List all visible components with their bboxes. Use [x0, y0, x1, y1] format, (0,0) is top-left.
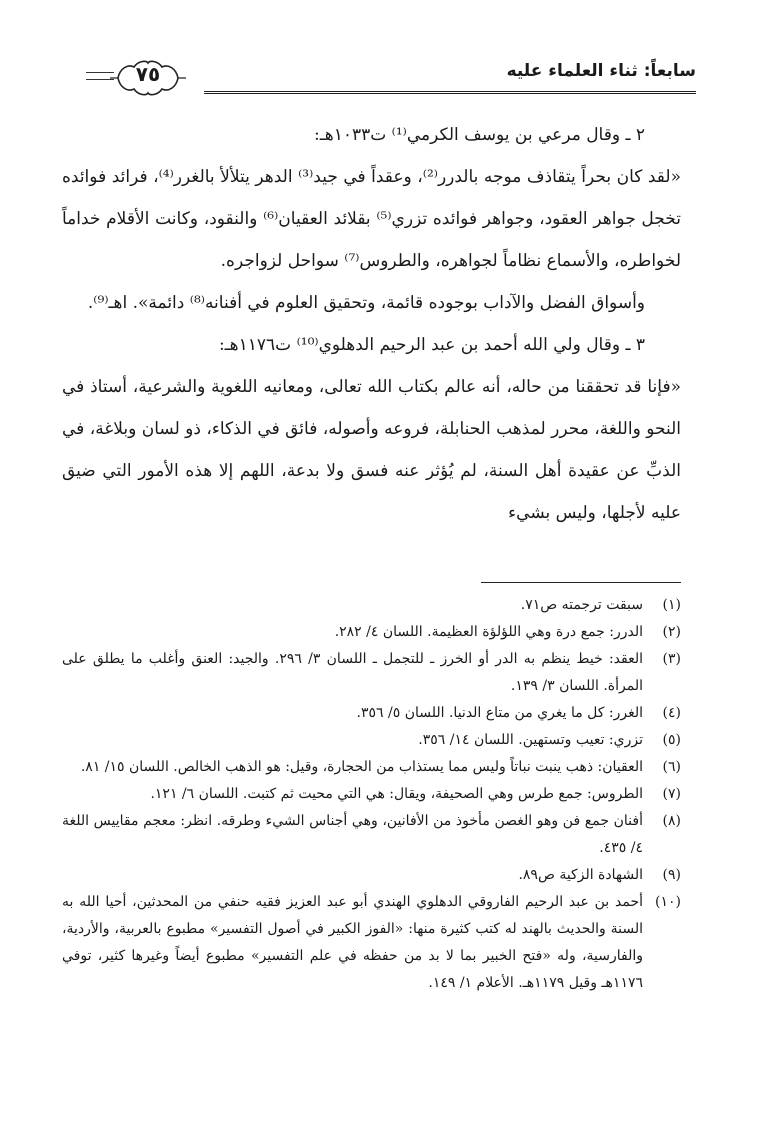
footnote-text: العقيان: ذهب ينبت نباتاً وليس مما يستذاب من الحجارة، وقيل: هو الذهب الخالص. اللسان ١٥/ ٨١. [80, 759, 643, 775]
page-header [86, 58, 696, 98]
running-title: سابعاً: ثناء العلماء عليه [506, 61, 696, 81]
footnote-text: أفنان جمع فن وهو الغصن مأخوذ من الأفانين، وهي أجناس الشيء وطرقه. انظر: معجم مقاييس اللغة ٤/ ٤٣٥. [62, 813, 643, 856]
footnote [62, 700, 681, 727]
footnote-number: (٤) [662, 705, 681, 721]
footnote [62, 646, 681, 700]
footnote [62, 862, 681, 889]
page-number: ٧٥ [135, 62, 161, 86]
page-number-ornament [110, 58, 186, 98]
paragraph-2: «لقد كان بحراً يتقاذف موجه بالدرر⁽²⁾، وعقداً في جيد⁽³⁾ الدهر يتلألأ بالغرر⁽⁴⁾، فرائد فوائده تخجل جواهر العقود، وجواهر فوائده تزري⁽⁵⁾ بقلائد العقيان⁽⁶⁾ والنقود، وكانت الأقلام خداماً لخواطره، والأسماع نظاماً لجواهره، والطروس⁽⁷⁾ سواحل لزواجره. [62, 167, 681, 271]
footnote-number: (٦) [662, 759, 681, 775]
paragraph-1: ٢ ـ وقال مرعي بن يوسف الكرمي⁽¹⁾ ت١٠٣٣هـ: [314, 125, 645, 145]
footnote [62, 781, 681, 808]
footnote-text: أحمد بن عبد الرحيم الفاروقي الدهلوي الهندي أبو عبد العزيز فقيه حنفي من المحدثين، أحيا الله به السنة والحديث بالهند له كتب كثيرة منها: «الفوز الكبير في أصول التفسير» مطبوع بالعربية، والأردية، والفارسية، وله «فتح الخبير بما لا بد من حفظه في علم التفسير» مطبوع أيضاً وغيرها كثير، توفي ١١٧٦هـ وقيل ١١٧٩هـ. الأعلام ١/ ١٤٩. [62, 894, 643, 991]
footnote-number: (٥) [662, 732, 681, 748]
footnote-text: الطروس: جمع طرس وهي الصحيفة، ويقال: هي التي محيت ثم كتبت. اللسان ٦/ ١٢١. [150, 786, 643, 802]
footnote [62, 592, 681, 619]
footnote-separator [481, 582, 681, 583]
footnote [62, 754, 681, 781]
footnote-number: (٣) [662, 651, 681, 667]
footnote-number: (٧) [662, 786, 681, 802]
footnote [62, 619, 681, 646]
main-text [62, 114, 681, 534]
header-rule [204, 91, 696, 94]
footnote-number: (١٠) [655, 894, 681, 910]
paragraph-4: ٣ ـ وقال ولي الله أحمد بن عبد الرحيم الدهلوي⁽¹⁰⁾ ت١١٧٦هـ: [218, 335, 645, 355]
footnotes [62, 592, 681, 997]
footnote-text: تزري: تعيب وتستهين. اللسان ١٤/ ٣٥٦. [418, 732, 643, 748]
footnote [62, 727, 681, 754]
footnote [62, 889, 681, 997]
footnote [62, 808, 681, 862]
footnote-text: سبقت ترجمته ص٧١. [520, 597, 643, 613]
paragraph-5: «فإنا قد تحققنا من حاله، أنه عالم بكتاب الله تعالى، ومعانيه اللغوية والشرعية، أستاذ في النحو واللغة، محرر لمذهب الحنابلة، فروعه وأصوله، فائق في الذكاء، ذو لسان وبلاغة، في الذبِّ عن عقيدة أهل السنة، لم يُؤثر عنه فسق ولا بدعة، اللهم إلا هذه الأمور التي ضيق عليه لأجلها، وليس بشيء [62, 377, 682, 523]
footnote-number: (٩) [662, 867, 681, 883]
footnote-number: (٢) [662, 624, 681, 640]
footnote-text: الدرر: جمع درة وهي اللؤلؤة العظيمة. اللسان ٤/ ٢٨٢. [334, 624, 643, 640]
footnote-text: الغرر: كل ما يغري من متاع الدنيا. اللسان ٥/ ٣٥٦. [356, 705, 643, 721]
footnote-number: (١) [662, 597, 681, 613]
footnote-text: العقد: خيط ينظم به الدر أو الخرز ـ للتجمل ـ اللسان ٣/ ٢٩٦. والجيد: العنق وأغلب ما يطلق على المرأة. اللسان ٣/ ١٣٩. [62, 651, 644, 694]
paragraph-3: وأسواق الفضل والآداب بوجوده قائمة، وتحقيق العلوم في أفنانه⁽⁸⁾ دائمة». اهـ⁽⁹⁾. [87, 293, 645, 313]
footnote-number: (٨) [662, 813, 681, 829]
footnote-text: الشهادة الزكية ص٨٩. [518, 867, 643, 883]
